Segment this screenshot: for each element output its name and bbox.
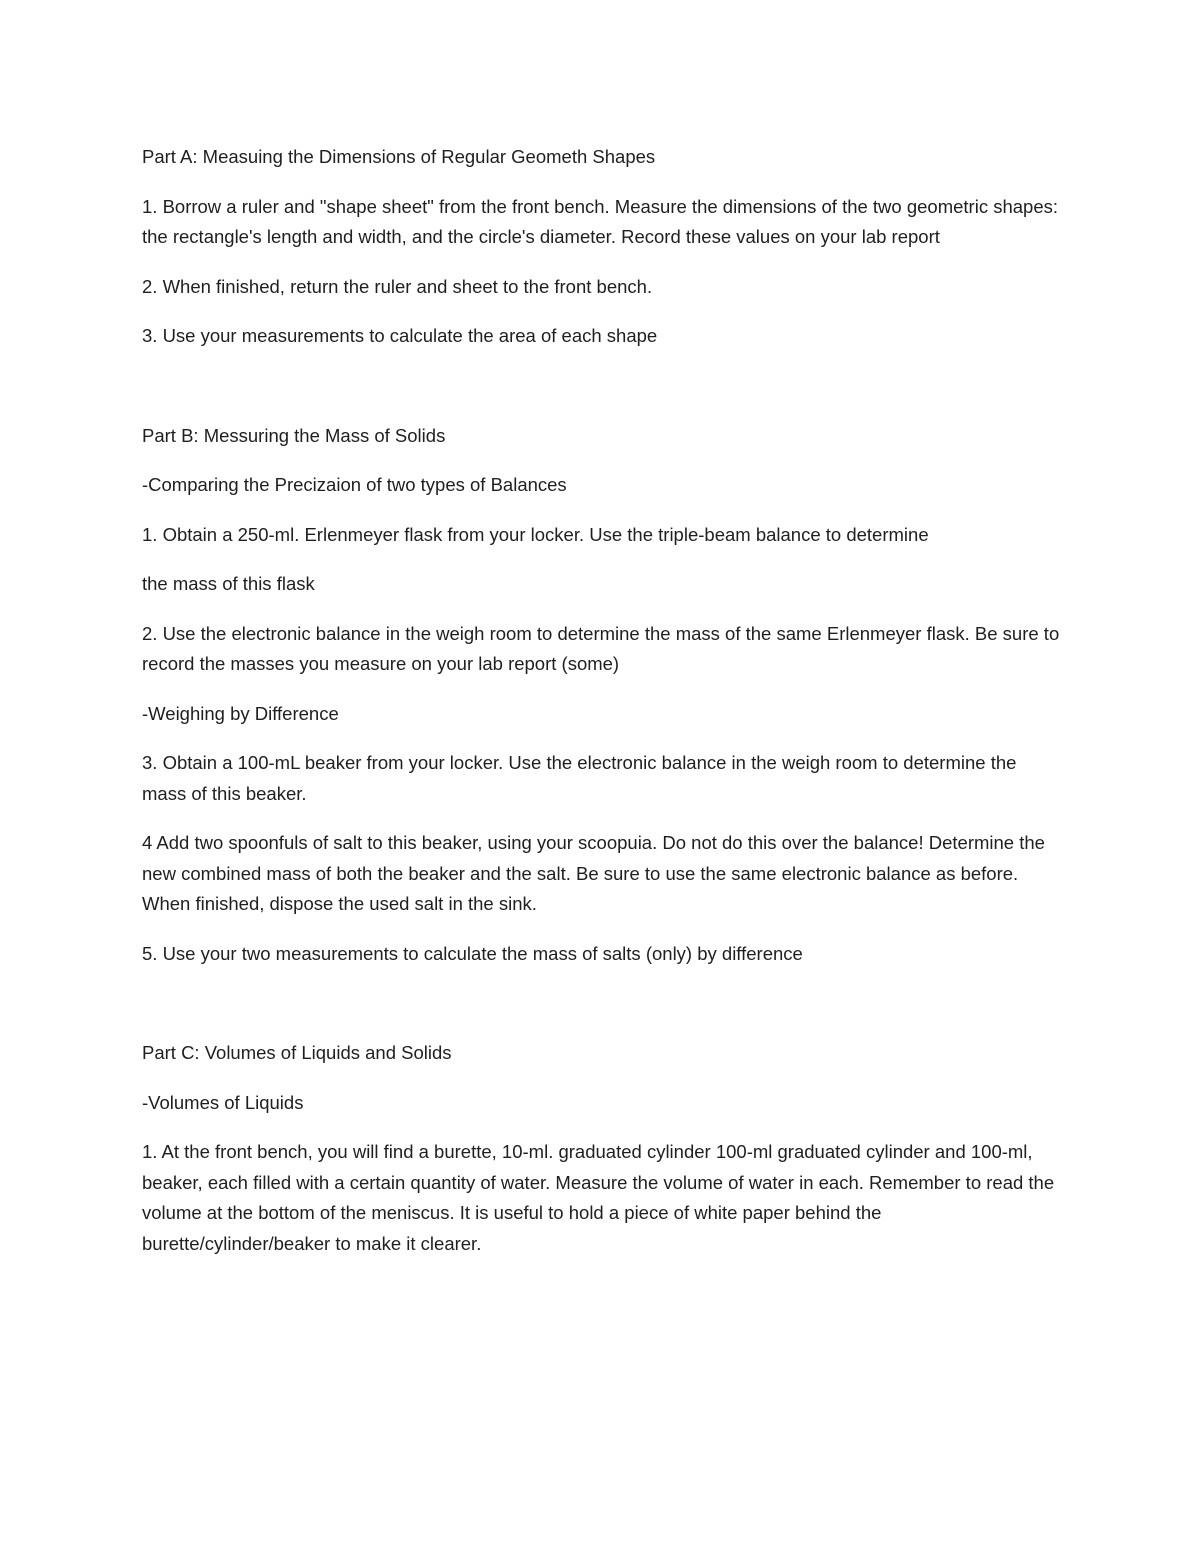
part-a-step-2: 2. When finished, return the ruler and sheet to the front bench. (142, 275, 653, 297)
part-b-subheading-difference: -Weighing by Difference (142, 702, 339, 724)
part-b-step-5: 5. Use your two measurements to calculate the mass of salts (only) by difference (142, 942, 803, 964)
document-body (142, 142, 1062, 1278)
part-a-step-3: 3. Use your measurements to calculate the area of each shape (142, 325, 658, 346)
part-c-step-1: 1. At the front bench, you will find a burette, 10-ml. graduated cylinder 100-ml graduated cylinder and 100-ml, beaker, each filled with a certain quantity of water. Measure the volume of water in each. Remember to read the volume at the bottom of the meniscus. It is useful to hold a piece of white paper behind the burette/cylinder/beaker to make it clearer. (142, 1141, 1055, 1254)
part-b-step-3: 3. Obtain a 100-mL beaker from your locker. Use the electronic balance in the weigh room to determine the mass of this beaker. (142, 752, 1017, 804)
part-b-step-1-continued: the mass of this flask (142, 573, 315, 594)
part-c-heading: Part C: Volumes of Liquids and Solids (142, 1042, 452, 1063)
part-a-step-1: 1. Borrow a ruler and "shape sheet" from the front bench. Measure the dimensions of the two geometric shapes: the rectangle's length and width, and the circle's diameter. Record these values on your lab report (142, 195, 1059, 247)
part-c-subheading-liquids: -Volumes of Liquids (142, 1091, 304, 1113)
part-b-subheading-precision: -Comparing the Precizaion of two types of Balances (142, 474, 567, 495)
part-b-step-2: 2. Use the electronic balance in the weigh room to determine the mass of the same Erlenmeyer flask. Be sure to record the masses you measure on your lab report (some) (142, 622, 1060, 674)
section-spacer (142, 988, 1062, 1038)
part-a-heading: Part A: Measuing the Dimensions of Regular Geometh Shapes (142, 146, 656, 167)
part-b-step-4: 4 Add two spoonfuls of salt to this beaker, using your scoopuia. Do not do this over the balance! Determine the new combined mass of both the beaker and the salt. Be sure to use the same electronic balance as before. When finished, dispose the used salt in the sink. (142, 832, 1045, 914)
part-b-step-1: 1. Obtain a 250-ml. Erlenmeyer flask from your locker. Use the triple-beam balance to determine (142, 523, 929, 545)
section-spacer (142, 371, 1062, 421)
part-b-heading: Part B: Messuring the Mass of Solids (142, 424, 446, 446)
